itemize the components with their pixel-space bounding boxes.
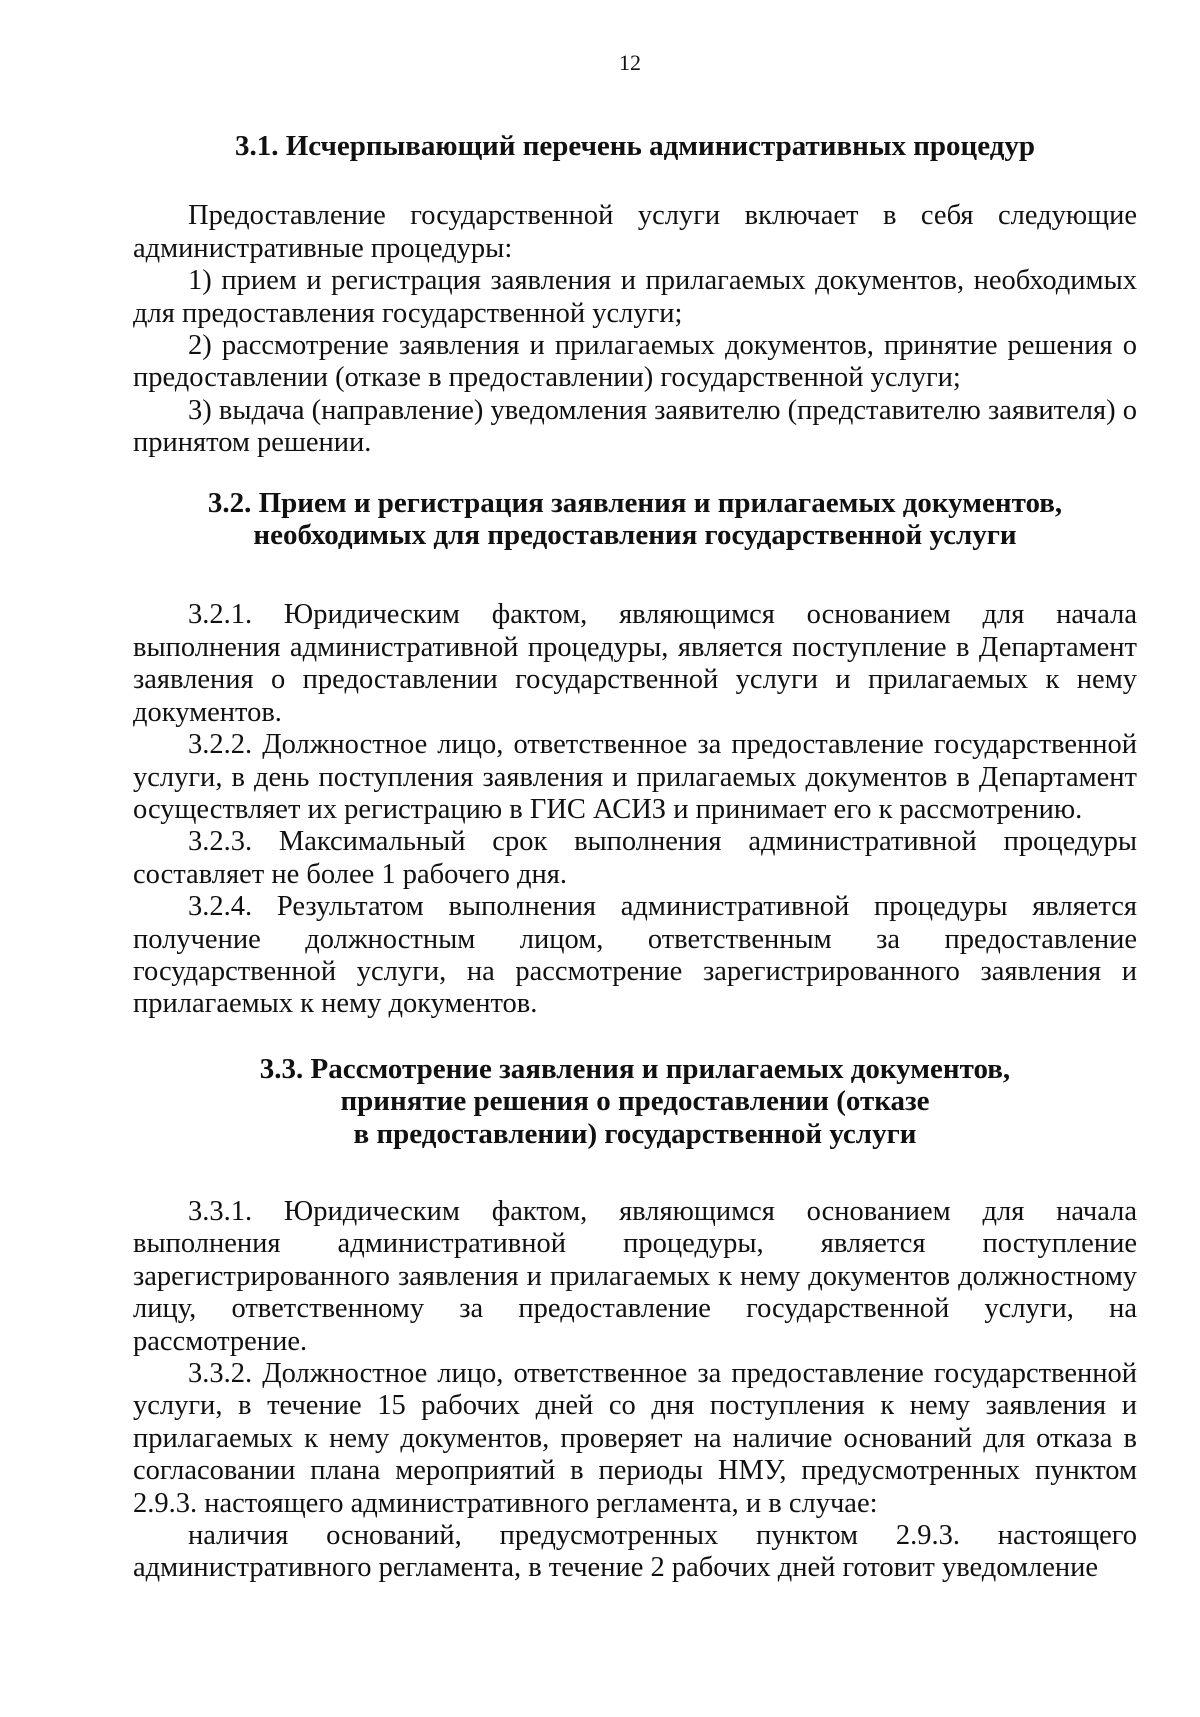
paragraph-procedure-2: 2) рассмотрение заявления и прилагаемых документов, принятие решения о предоставлении (отказе в предоставлении) государственной услуги; bbox=[133, 330, 1137, 394]
paragraph-3-2-1: 3.2.1. Юридическим фактом, являющимся основанием для начала выполнения административной процедуры, является поступление в Департамент заявления о предоставлении государственной услуги и прилагаемых к нему документов. bbox=[133, 599, 1137, 728]
section-heading-3-3 bbox=[133, 1053, 1137, 1150]
paragraph-procedure-1: 1) прием и регистрация заявления и прилагаемых документов, необходимых для предоставления государственной услуги; bbox=[133, 265, 1137, 329]
section-heading-3-3-line-1: 3.3. Рассмотрение заявления и прилагаемых документов, bbox=[259, 1052, 1011, 1085]
section-heading-3-2-line-2: необходимых для предоставления государственной услуги bbox=[253, 519, 1017, 552]
paragraph-3-3-2-case: наличия оснований, предусмотренных пунктом 2.9.3. настоящего административного регламента, в течение 2 рабочих дней готовит уведомление bbox=[133, 1520, 1137, 1584]
section-heading-3-2-line-1: 3.2. Прием и регистрация заявления и прилагаемых документов, bbox=[207, 486, 1063, 519]
paragraph-3-2-2: 3.2.2. Должностное лицо, ответственное за предоставление государственной услуги, в день поступления заявления и прилагаемых документов в Департамент осуществляет их регистрацию в ГИС АСИЗ и принимает его к рассмотрению. bbox=[133, 729, 1137, 825]
paragraph-3-3-1: 3.3.1. Юридическим фактом, являющимся основанием для начала выполнения административной процедуры, является поступление зарегистрированного заявления и прилагаемых к нему документов должностному лицу, ответственному за предоставление государственной услуги, на рассмотрение. bbox=[133, 1195, 1137, 1357]
section-heading-3-1: 3.1. Исчерпывающий перечень административных процедур bbox=[234, 130, 1036, 162]
section-heading-3-2 bbox=[133, 487, 1137, 552]
section-heading-3-3-line-2: принятие решения о предоставлении (отказе bbox=[340, 1085, 930, 1118]
paragraph-intro: Предоставление государственной услуги включает в себя следующие административные процедуры: bbox=[133, 200, 1137, 264]
paragraph-3-2-4: 3.2.4. Результатом выполнения административной процедуры является получение должностным лицом, ответственным за предоставление государственной услуги, на рассмотрение зарегистрированного заявления и прилагаемых к нему документов. bbox=[133, 891, 1137, 1020]
page-content bbox=[133, 130, 1137, 1585]
paragraph-procedure-3: 3) выдача (направление) уведомления заявителю (представителю заявителя) о принятом решении. bbox=[133, 394, 1137, 459]
section-heading-3-3-line-3: в предоставлении) государственной услуги bbox=[353, 1117, 917, 1150]
paragraph-3-3-2: 3.3.2. Должностное лицо, ответственное за предоставление государственной услуги, в течение 15 рабочих дней со дня поступления к нему заявления и прилагаемых к нему документов, проверяет на наличие оснований для отказа в согласовании плана мероприятий в периоды НМУ, предусмотренных пунктом 2.9.3. настоящего административного регламента, и в случае: bbox=[133, 1358, 1137, 1519]
paragraph-3-2-3: 3.2.3. Максимальный срок выполнения административной процедуры составляет не более 1 рабочего дня. bbox=[133, 826, 1137, 890]
page-number: 12 bbox=[619, 50, 641, 75]
